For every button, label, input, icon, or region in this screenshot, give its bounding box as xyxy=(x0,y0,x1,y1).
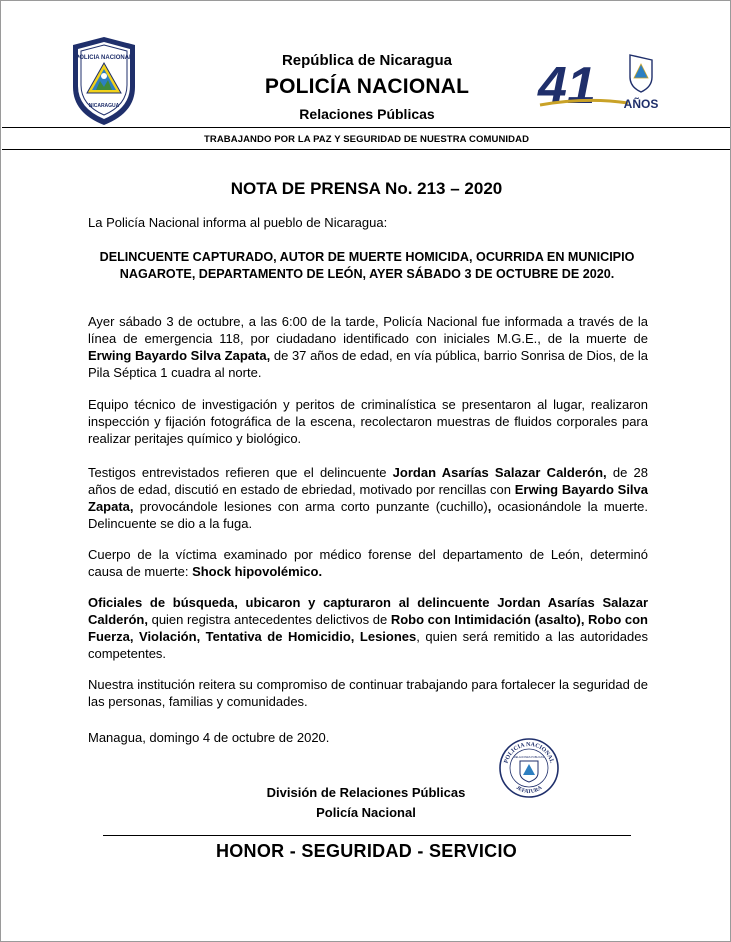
press-note-headline: DELINCUENTE CAPTURADO, AUTOR DE MUERTE HOMICIDA, OCURRIDA EN MUNICIPIO NAGAROTE, DEPARTAMENTO DE LEÓN, AYER SÁBADO 3 DE OCTUBRE DE 2020. xyxy=(99,250,635,281)
signature-block xyxy=(201,783,531,823)
seal-middle-text: RELACIONES PUBLICAS xyxy=(513,756,545,759)
paragraph-capture xyxy=(88,594,648,662)
anniversary-word: AÑOS xyxy=(623,97,658,111)
paragraph-witnesses xyxy=(88,464,648,532)
p3-text-g: ocasionándole la muerte. Delincuente se dio a la fuga. xyxy=(88,499,648,531)
header-block xyxy=(241,51,493,124)
footer-motto: HONOR - SEGURIDAD - SERVICIO xyxy=(215,841,518,861)
anniversary-number: 41 xyxy=(538,57,596,111)
p3-text-e: provocándole lesiones con arma corto punzante (cuchillo) xyxy=(133,499,488,514)
p1-text-c: de 37 años de edad, en vía pública, barrio Sonrisa de Dios, de la Pila Séptica 1 cuadra al norte. xyxy=(88,348,649,380)
header-divider xyxy=(2,127,731,128)
cause-of-death: Shock hipovolémico. xyxy=(192,564,323,579)
shield-top-text: POLICIA NACIONAL xyxy=(75,55,133,61)
signature-division: División de Relaciones Públicas xyxy=(266,785,466,800)
suspect-name: Jordan Asarías Salazar Calderón, xyxy=(392,465,607,480)
header-slogan: TRABAJANDO POR LA PAZ Y SEGURIDAD DE NUESTRA COMUNIDAD xyxy=(203,134,530,145)
date-line: Managua, domingo 4 de octubre de 2020. xyxy=(88,730,330,745)
footer-divider xyxy=(103,835,631,836)
seal-bottom-text: JEFATURA xyxy=(514,784,544,796)
police-shield-icon xyxy=(69,35,139,127)
p3-text-a: Testigos entrevistados refieren que el delincuente xyxy=(88,465,393,480)
seal-top-text: POLICIA NACIONAL xyxy=(503,741,555,765)
p5-text-d: , quien será remitido a las autoridades competentes. xyxy=(88,629,648,661)
p3-text-c: de 28 años de edad, discutió en estado de ebriedad, motivado por rencillas con xyxy=(88,465,648,497)
criminal-record: Robo con Intimidación (asalto), Robo con Fuerza, Violación, Tentativa de Homicidio, Lesiones xyxy=(88,612,648,644)
shield-bottom-text: NICARAGUA xyxy=(88,103,120,109)
header-department: Relaciones Públicas xyxy=(299,106,435,122)
paragraph-forensic xyxy=(88,546,648,580)
p3-comma: , xyxy=(487,499,492,514)
victim-name: Erwing Bayardo Silva Zapata, xyxy=(88,348,271,363)
header-organization: POLICÍA NACIONAL xyxy=(264,75,470,98)
paragraph-investigation: Equipo técnico de investigación y peritos de criminalística se presentaron al lugar, realizaron inspección y fijación fotográfica de la escena, recolectaron muestras de fluidos corporales para realizar peritajes químico y biológico. xyxy=(88,397,648,446)
victim-name-2: Erwing Bayardo Silva Zapata, xyxy=(88,482,648,514)
p4-text-a: Cuerpo de la víctima examinado por médico forense del departamento de León, determinó causa de muerte: xyxy=(88,547,648,579)
signature-entity: Policía Nacional xyxy=(316,805,416,820)
press-note-intro: La Policía Nacional informa al pueblo de Nicaragua: xyxy=(88,215,388,230)
anniversary-41-icon xyxy=(536,51,658,111)
p1-text-a: Ayer sábado 3 de octubre, a las 6:00 de la tarde, Policía Nacional fue informada a través de la línea de emergencia 118, por ciudadano identificado con iniciales M.G.E., de la muerte de xyxy=(88,314,648,346)
paragraph-report xyxy=(88,313,648,381)
header-country: República de Nicaragua xyxy=(281,52,453,69)
slogan-divider xyxy=(2,149,731,150)
p5-text-a: Oficiales de búsqueda, ubicaron y capturaron al delincuente Jordan Asarías Salazar Calderón, xyxy=(88,595,648,627)
p5-text-b: quien registra antecedentes delictivos de xyxy=(147,612,391,627)
paragraph-commitment: Nuestra institución reitera su compromiso de continuar trabajando para fortalecer la seguridad de las personas, familias y comunidades. xyxy=(88,677,648,709)
press-note-title: NOTA DE PRENSA No. 213 – 2020 xyxy=(230,179,503,198)
